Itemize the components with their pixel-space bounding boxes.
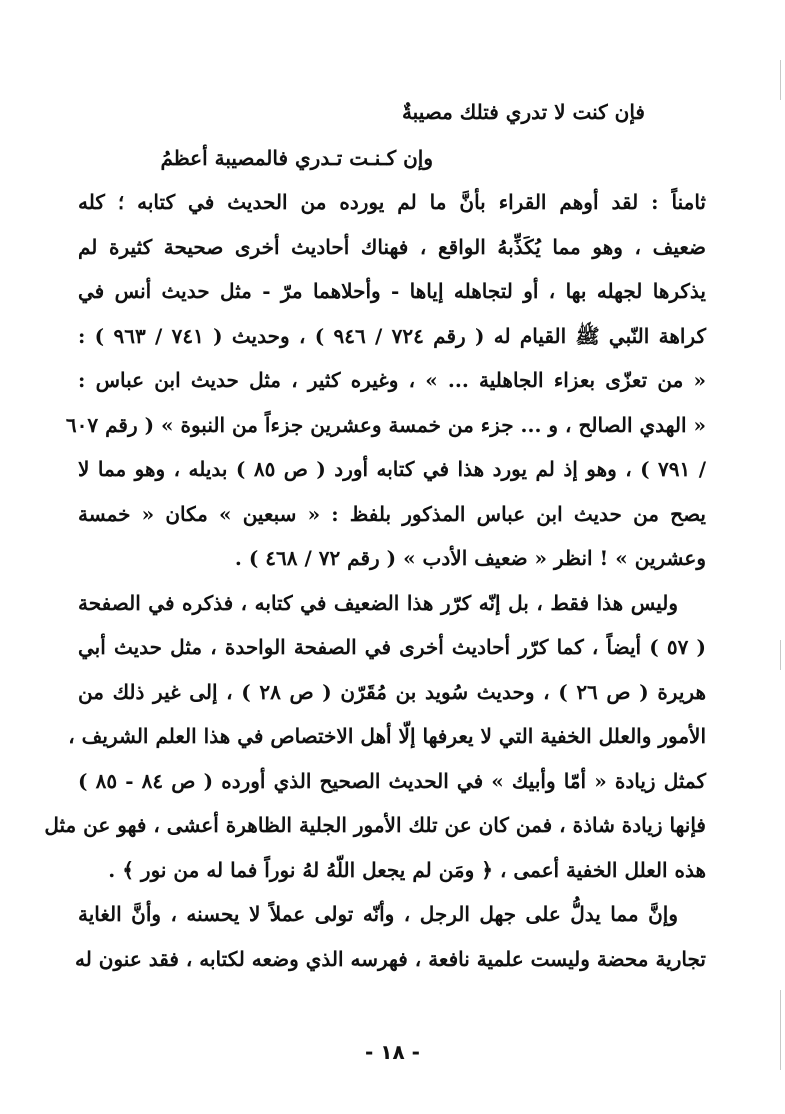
- text-line: كراهة النّبي ﷺ القيام له ( رقم ٧٢٤ / ٩٤٦ ) ، وحديث ( ٧٤١ / ٩٦٣ ) :: [78, 323, 707, 348]
- text-line: « الهدي الصالح ، و ... جزء من خمسة وعشرين جزءاً من النبوة » ( رقم ٦٠٧: [65, 412, 706, 437]
- text-line: ثامناً : لقد أوهم القراء بأنَّ ما لم يورده من الحديث في كتابه ؛ كله: [78, 190, 706, 214]
- poem-verse-second-hemistich: وإن كـنـت تـدري فالمصيبة أعظمُ: [160, 146, 433, 170]
- scan-edge-mark: [780, 990, 781, 1070]
- text-line: وعشرين » ! انظر « ضعيف الأدب » ( رقم ٧٢ / ٤٦٨ ) .: [234, 546, 706, 570]
- body-text: [44, 180, 707, 981]
- text-line: ( ٥٧ ) أيضاً ، كما كرّر أحاديث أخرى في الصفحة الواحدة ، مثل حديث أبي: [78, 635, 706, 659]
- text-line: الأمور والعلل الخفية التي لا يعرفها إلّا أهل الاختصاص في هذا العلم الشريف ،: [68, 724, 706, 748]
- text-line: ضعيف ، وهو مما يُكَذِّبهُ الواقع ، فهناك أحاديث أخرى صحيحة كثيرة لم: [78, 234, 706, 259]
- text-line: وإنَّ مما يدلُّ على جهل الرجل ، وأنّه تولى عملاً لا يحسنه ، وأنَّ الغاية: [78, 902, 678, 926]
- page-number: - ١٨ -: [365, 1040, 420, 1064]
- text-line: هريرة ( ص ٢٦ ) ، وحديث سُويد بن مُقَرّن ( ص ٢٨ ) ، إلى غير ذلك من: [78, 679, 706, 704]
- text-line: هذه العلل الخفية أعمى ، ﴿ ومَن لم يجعل اللّهُ لهُ نوراً فما له من نور ﴾ .: [108, 857, 706, 882]
- scan-edge-mark: [780, 60, 781, 100]
- text-line: يذكرها لجهله بها ، أو لتجاهله إياها - وأحلاهما مرّ - مثل حديث أنس في: [78, 279, 706, 303]
- scan-edge-mark: [780, 640, 781, 670]
- text-line: كمثل زيادة « أمّا وأبيك » في الحديث الصحيح الذي أورده ( ص ٨٤ - ٨٥ ): [78, 768, 706, 793]
- text-line: / ٧٩١ ) ، وهو إذ لم يورد هذا في كتابه أورد ( ص ٨٥ ) بديله ، وهو مما لا: [78, 457, 706, 481]
- text-line: وليس هذا فقط ، بل إنّه كرّر هذا الضعيف في كتابه ، فذكره في الصفحة: [78, 590, 678, 615]
- text-line: « من تعزّى بعزاء الجاهلية ... » ، وغيره كثير ، مثل حديث ابن عباس :: [78, 368, 706, 392]
- poem-verse-first-hemistich: فإن كنت لا تدري فتلك مصيبةٌ: [401, 100, 645, 124]
- text-line: فإنها زيادة شاذة ، فمن كان عن تلك الأمور الجلية الظاهرة أعشى ، فهو عن مثل: [44, 813, 706, 837]
- text-line: يصح من حديث ابن عباس المذكور بلفظ : « سبعين » مكان « خمسة: [78, 501, 706, 526]
- text-line: تجارية محضة وليست علمية نافعة ، فهرسه الذي وضعه لكتابه ، فقد عنون له: [74, 946, 706, 971]
